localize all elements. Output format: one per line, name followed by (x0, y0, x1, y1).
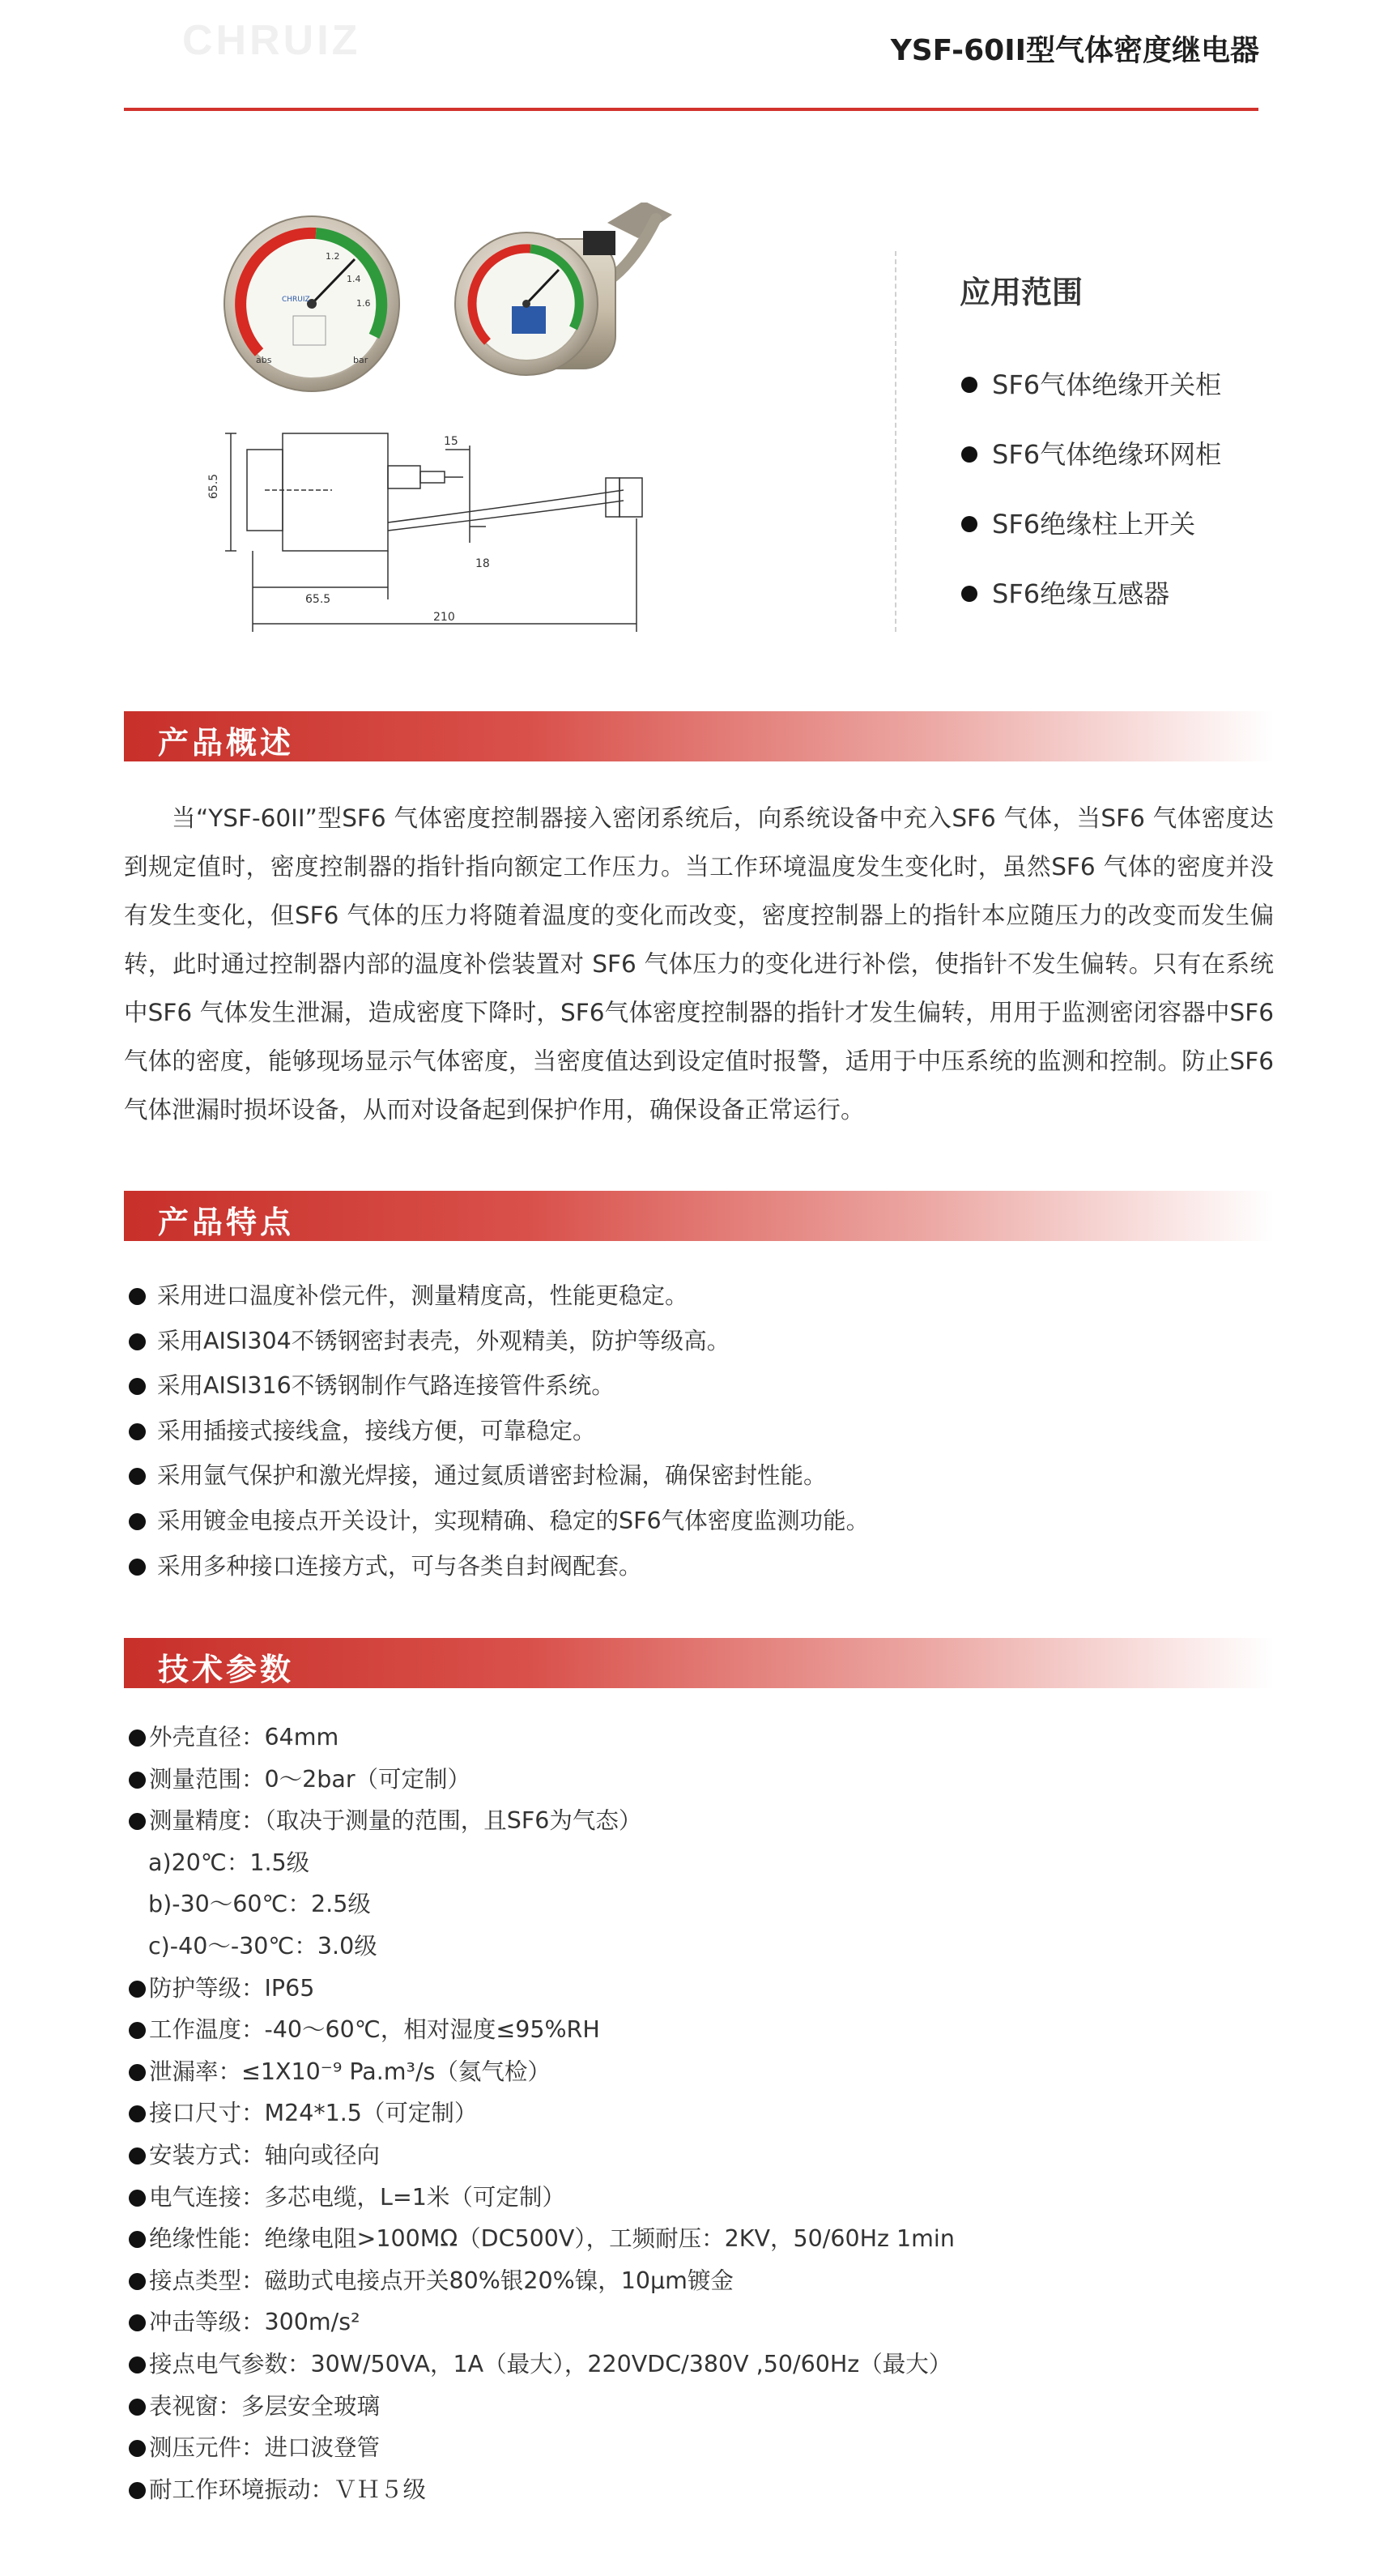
gauge-tick-label: 1.2 (326, 251, 340, 262)
list-item-text: 接点电气参数：30W/50VA，1A（最大），220VDC/380V ,50/60Hz（最大） (149, 2350, 952, 2378)
list-item-text: 表视窗：多层安全玻璃 (149, 2392, 381, 2420)
list-item-text: SF6绝缘柱上开关 (992, 509, 1196, 540)
list-item (124, 1460, 869, 1505)
gauge-tick-label: 1.6 (356, 298, 371, 309)
bullet-icon (129, 2314, 146, 2331)
list-item (124, 2265, 955, 2307)
list-item-text: c)-40～-30℃：3.0级 (148, 1932, 377, 1960)
gauge-tick-label: 1.4 (347, 274, 361, 284)
bullet-icon (129, 1981, 146, 1998)
application-title: 应用范围 (960, 275, 1084, 310)
section-heading: 产品特点 (158, 1205, 295, 1240)
list-item-text: 外壳直径：64mm (149, 1724, 339, 1751)
list-item-text: 测量范围：0～2bar（可定制） (149, 1765, 471, 1793)
list-item (124, 1847, 955, 1889)
list-item-text: 采用AISI304不锈钢密封表壳，外观精美，防护等级高。 (157, 1327, 730, 1354)
list-item (960, 369, 1221, 438)
bullet-icon (129, 1559, 146, 1576)
list-item (124, 1973, 955, 2015)
list-item (124, 2306, 955, 2348)
list-item (124, 1505, 869, 1550)
section-heading: 产品概述 (158, 725, 295, 761)
bullet-icon (129, 1288, 146, 1305)
dimension-drawing (225, 433, 642, 632)
list-item (124, 2014, 955, 2056)
dimension-label: 15 (444, 435, 458, 448)
document-title: YSF-60II型气体密度继电器 (890, 34, 1259, 67)
list-item (124, 1550, 869, 1596)
column-divider (895, 251, 896, 632)
brand-watermark: CHRUIZ (182, 17, 361, 64)
list-item (124, 1764, 955, 1806)
list-item (124, 1415, 869, 1461)
list-item (124, 2181, 955, 2224)
features-list (124, 1280, 869, 1595)
list-item (124, 2139, 955, 2181)
gauge-brand: CHRUIZ (282, 296, 310, 304)
list-item (960, 508, 1221, 578)
bullet-icon (129, 2022, 146, 2039)
list-item-text: 防护等级：IP65 (149, 1974, 315, 2002)
list-item-text: b)-30～60℃：2.5级 (148, 1891, 371, 1918)
gauge-unit-abs: abs (256, 355, 272, 365)
list-item-text: 测压元件：进口波登管 (149, 2434, 381, 2462)
list-item-text: 接口尺寸：M24*1.5（可定制） (149, 2100, 478, 2127)
list-item-text: 接点类型：磁助式电接点开关80%银20%镍，10μm镀金 (149, 2267, 734, 2294)
bullet-icon (129, 1468, 146, 1485)
list-item-text: 工作温度：-40～60℃，相对湿度≤95%RH (149, 2016, 600, 2044)
specs-list (124, 1721, 955, 2515)
bullet-icon (129, 1333, 146, 1350)
list-item-text: SF6气体绝缘环网柜 (992, 439, 1222, 470)
list-item-text: 测量精度：（取决于测量的范围，且SF6为气态） (149, 1807, 642, 1835)
dimension-label: 65.5 (207, 473, 220, 499)
list-item (124, 1721, 955, 1764)
bullet-icon (129, 2147, 146, 2164)
bullet-icon (129, 1378, 146, 1395)
bullet-icon (129, 1423, 146, 1440)
section-header-specs (124, 1638, 1274, 1688)
section-header-features (124, 1191, 1274, 1241)
product-illustration (202, 203, 810, 656)
bullet-icon (129, 2064, 146, 2081)
bullet-icon (129, 2356, 146, 2373)
list-item (124, 1805, 955, 1847)
list-item-text: 采用多种接口连接方式，可与各类自封阀配套。 (157, 1552, 642, 1580)
list-item (124, 2348, 955, 2390)
bullet-icon (129, 1513, 146, 1530)
list-item-text: 采用氩气保护和激光焊接，通过氦质谱密封检漏，确保密封性能。 (157, 1462, 827, 1490)
list-item-text: 耐工作环境振动：ＶＨ５级 (149, 2476, 427, 2503)
list-item-text: 采用镀金电接点开关设计，实现精确、稳定的SF6气体密度监测功能。 (157, 1507, 870, 1534)
list-item-text: a)20℃：1.5级 (148, 1849, 310, 1876)
bullet-icon (961, 377, 977, 393)
list-item (124, 2223, 955, 2265)
list-item (124, 2056, 955, 2098)
list-item-text: 电气连接：多芯电缆，L=1米（可定制） (149, 2183, 565, 2211)
bullet-icon (129, 2190, 146, 2207)
list-item-text: 采用进口温度补偿元件，测量精度高，性能更稳定。 (157, 1282, 688, 1309)
bullet-icon (129, 2440, 146, 2457)
bullet-icon (129, 2105, 146, 2122)
list-item (124, 2097, 955, 2139)
dimension-label: 210 (433, 611, 455, 624)
bullet-icon (129, 2399, 146, 2416)
gauge-front (224, 216, 399, 391)
bullet-icon (129, 2482, 146, 2499)
list-item (124, 1370, 869, 1415)
list-item (124, 1280, 869, 1325)
list-item (124, 1325, 869, 1371)
list-item (124, 1888, 955, 1930)
list-item (124, 2390, 955, 2433)
gauge-unit-bar: bar (353, 355, 368, 365)
bullet-icon (961, 586, 977, 602)
list-item-text: SF6绝缘互感器 (992, 578, 1170, 609)
list-item (124, 2432, 955, 2474)
bullet-icon (961, 516, 977, 532)
list-item (960, 578, 1221, 647)
bullet-icon (961, 446, 977, 463)
list-item-text: 采用插接式接线盒，接线方便，可靠稳定。 (157, 1417, 596, 1444)
overview-paragraph: 当“YSF-60II”型SF6 气体密度控制器接入密闭系统后，向系统设备中充入SF6 气体，当SF6 气体密度达到规定值时，密度控制器的指针指向额定工作压力。当工作环境温度发生变化时，虽然SF6 气体的密度并没有发生变化，但SF6 气体的压力将随着温度的变化而改变，密度控制器上的指针本应随压力的改变而发生偏转，此时通过控制器内部的温度补偿装置对 SF6 气体压力的变化进行补偿，使指针不发生偏转。只有在系统中SF6 气体发生泄漏，造成密度下降时，SF6气体密度控制器的指针才发生偏转，用用于监测密闭容器中SF6气体的密度，能够现场显示气体密度，当密度值达到设定值时报警，适用于中压系统的监测和控制。防止SF6气体泄漏时损坏设备，从而对设备起到保护作用，确保设备正常运行。 (124, 804, 1274, 1124)
application-list (960, 369, 1221, 647)
dimension-label: 18 (475, 557, 490, 570)
section-heading: 技术参数 (158, 1652, 295, 1687)
list-item (124, 2474, 955, 2516)
list-item-text: 绝缘性能：绝缘电阻>100MΩ（DC500V），工频耐压：2KV，50/60Hz 1min (149, 2225, 955, 2253)
section-header-overview (124, 711, 1274, 761)
bullet-icon (129, 2231, 146, 2248)
bullet-icon (129, 1813, 146, 1830)
list-item-text: 采用AISI316不锈钢制作气路连接管件系统。 (157, 1372, 615, 1400)
list-item-text: SF6气体绝缘开关柜 (992, 369, 1222, 400)
list-item (960, 438, 1221, 508)
header-rule (124, 108, 1258, 111)
bullet-icon (129, 1729, 146, 1746)
list-item-text: 安装方式：轴向或径向 (149, 2141, 381, 2169)
list-item (124, 1930, 955, 1973)
list-item-text: 冲击等级：300m/s² (149, 2309, 360, 2336)
dimension-label: 65.5 (305, 593, 331, 606)
gauge-side (455, 203, 672, 375)
list-item-text: 泄漏率：≤1X10⁻⁹ Pa.m³/s（氦气检） (149, 2058, 551, 2085)
bullet-icon (129, 1772, 146, 1789)
bullet-icon (129, 2273, 146, 2290)
